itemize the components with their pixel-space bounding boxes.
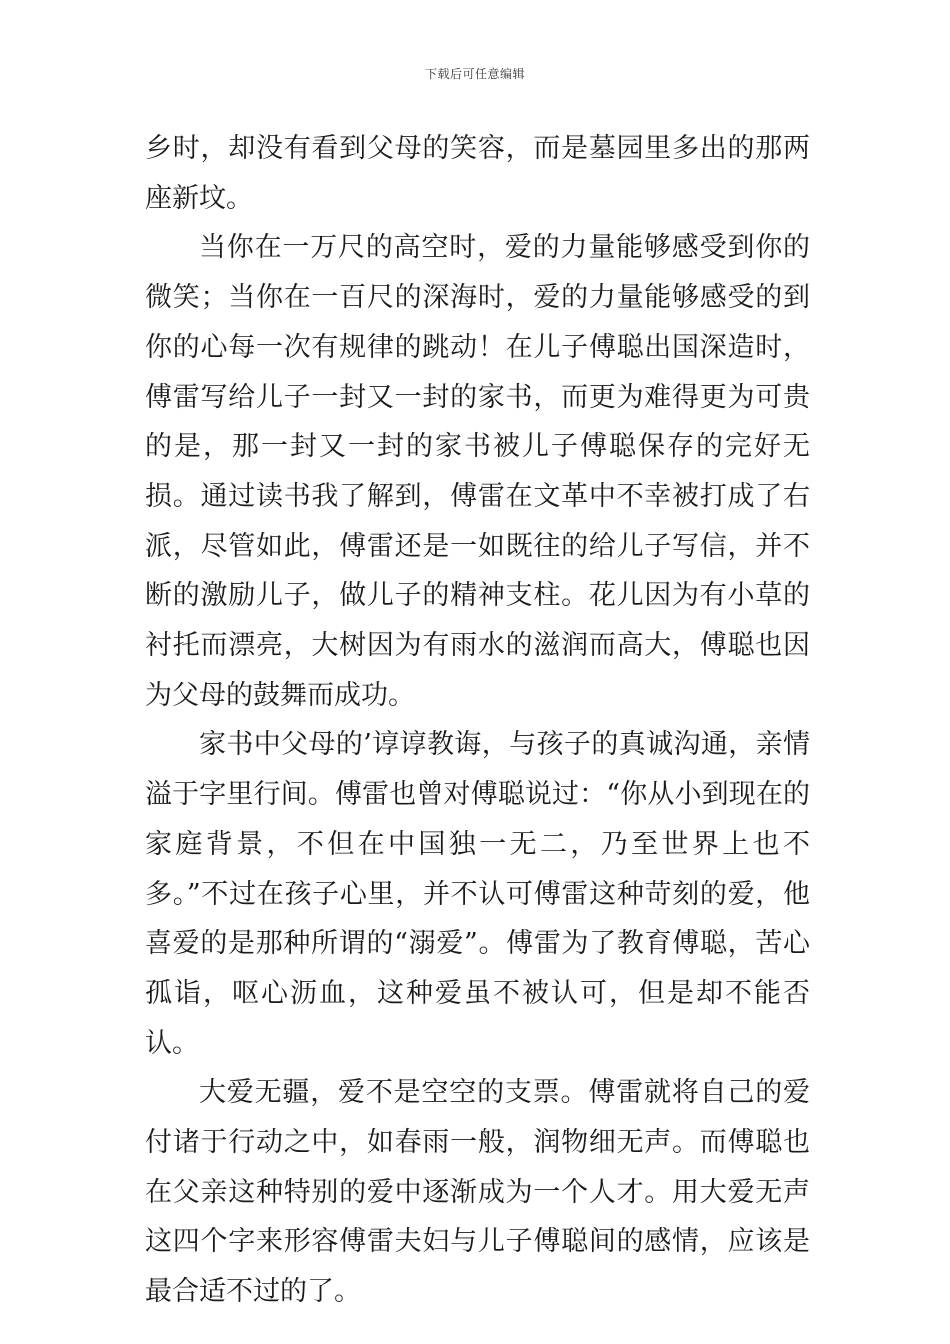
paragraph: 当你在一万尺的高空时，爱的力量能够感受到你的微笑；当你在一百尺的深海时，爱的力量能够感受的到你的心每一次有规律的跳动！在儿子傅聪出国深造时，傅雷写给儿子一封又一封的家书，而更为难得更为可贵的是，那一封又一封的家书被儿子傅聪保存的完好无损。通过读书我了解到，傅雷在文革中不幸被打成了右派，尽管如此，傅雷还是一如既往的给儿子写信，并不断的激励儿子，做儿子的精神支柱。花儿因为有小草的衬托而漂亮，大树因为有雨水的滋润而高大，傅聪也因为父母的鼓舞而成功。 [145,232,810,711]
paragraph: 大爱无疆，爱不是空空的支票。傅雷就将自己的爱付诸于行动之中，如春雨一般，润物细无声。而傅聪也在父亲这种特别的爱中逐渐成为一个人才。用大爱无声这四个字来形容傅雷夫妇与儿子傅聪间的感情，应该是最合适不过的了。 [145,1077,810,1308]
paragraph: 家书中父母的’谆谆教诲，与孩子的真诚沟通，亲情溢于字里行间。傅雷也曾对傅聪说过：“你从小到现在的家庭背景，不但在中国独一无二，乃至世界上也不多。”不过在孩子心里，并不认可傅雷这种苛刻的爱，他喜爱的是那种所谓的“溺爱”。傅雷为了教育傅聪，苦心孤诣，呕心沥血，这种爱虽不被认可，但是却不能否认。 [145,729,810,1059]
paragraph-continuation: 乡时，却没有看到父母的笑容，而是墓园里多出的那两座新坟。 [145,133,810,214]
page-header: 下载后可任意编辑 [424,67,525,81]
document-body [145,124,810,1317]
